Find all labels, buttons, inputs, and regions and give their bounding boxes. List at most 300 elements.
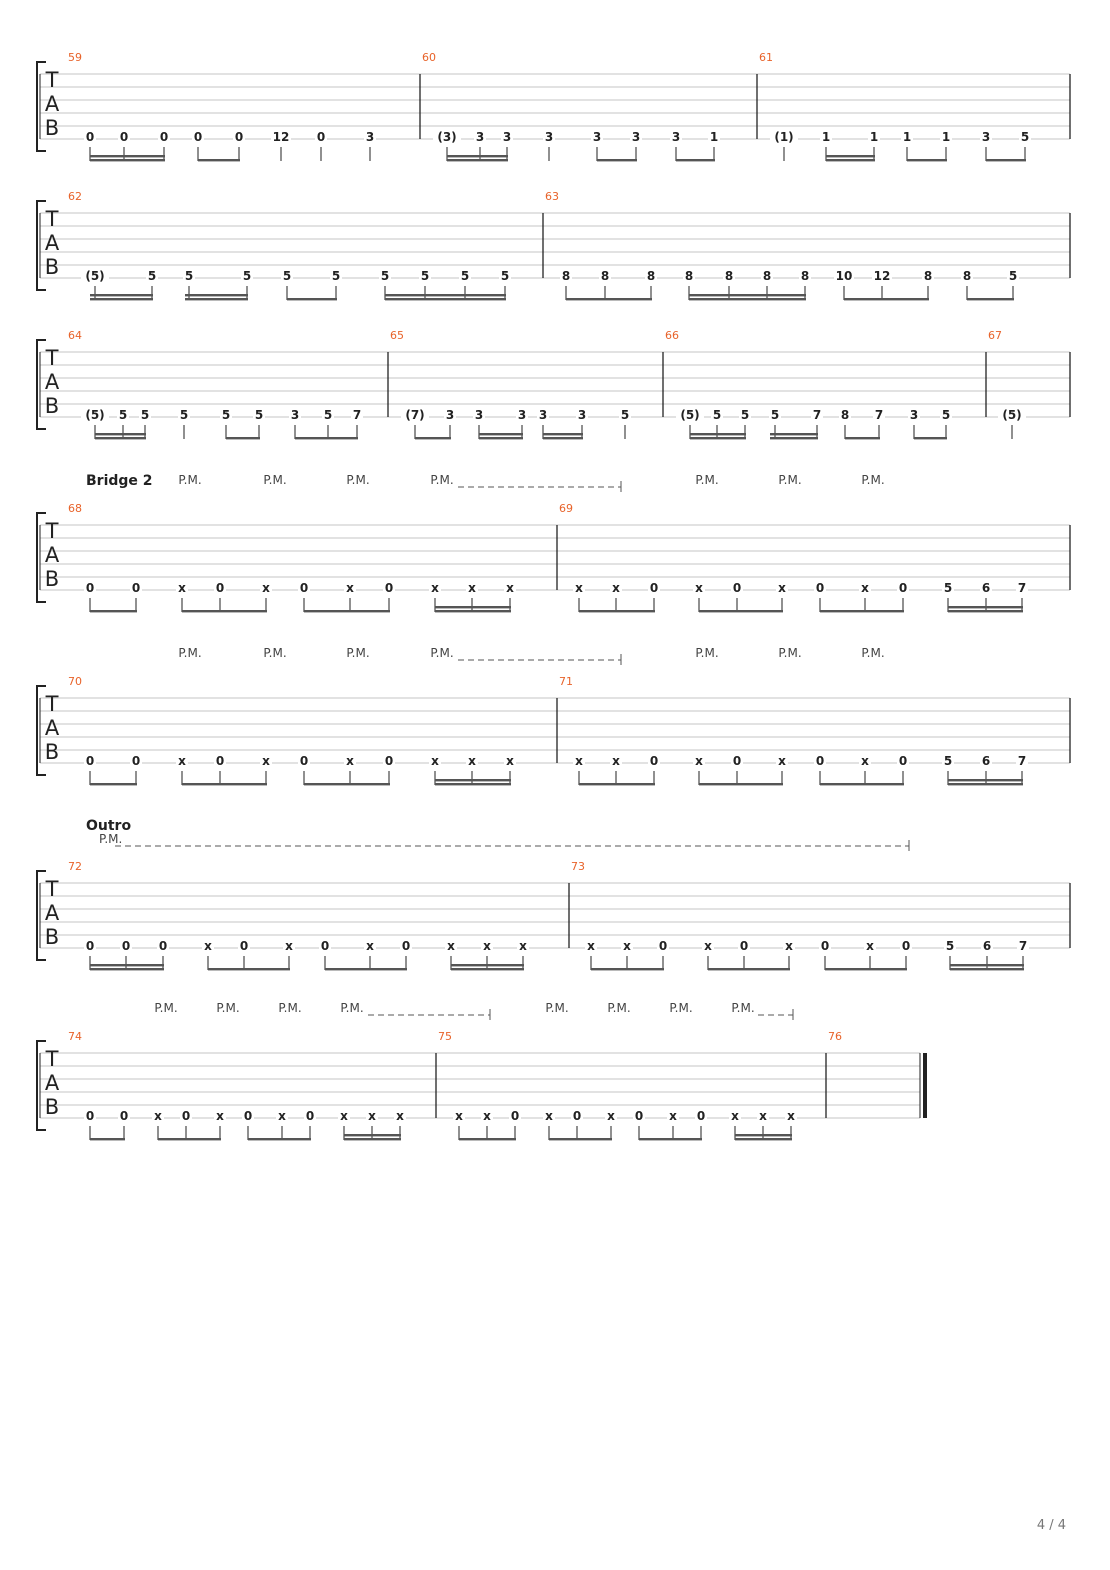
beam [948, 610, 1023, 612]
beam [699, 783, 783, 785]
tab-note: 0 [121, 939, 131, 953]
tab-note: (5) [680, 408, 700, 422]
tab-note: 8 [923, 269, 933, 283]
beam [844, 298, 929, 300]
tab-note: x [778, 581, 786, 595]
tab-note: 0 [898, 581, 908, 595]
measure-number: 70 [68, 675, 82, 688]
tab-note: 7 [812, 408, 822, 422]
tab-note: 3 [592, 130, 602, 144]
tab-note: 0 [739, 939, 749, 953]
tab-note: 5 [184, 269, 194, 283]
tab-note: 5 [1008, 269, 1018, 283]
beam [415, 437, 451, 439]
tab-note: x [778, 754, 786, 768]
beam [90, 159, 165, 161]
beam [304, 610, 390, 612]
tab-note: x [695, 581, 703, 595]
beam [90, 298, 153, 300]
tab-note: 3 [577, 408, 587, 422]
tab-note: 3 [517, 408, 527, 422]
beam [451, 968, 524, 970]
tab-note: 5 [740, 408, 750, 422]
beam [435, 779, 511, 781]
beam [948, 783, 1023, 785]
tab-clef-letter: A [44, 716, 60, 740]
beam [950, 968, 1024, 970]
tab-note: x [612, 754, 620, 768]
tab-note: 0 [119, 1109, 129, 1123]
tab-note: 0 [815, 754, 825, 768]
tab-note: 0 [901, 939, 911, 953]
tab-note: x [483, 939, 491, 953]
tab-note: 0 [243, 1109, 253, 1123]
tab-note: x [669, 1109, 677, 1123]
beam [182, 610, 267, 612]
tab-note: x [787, 1109, 795, 1123]
palm-mute-label: P.M. [861, 646, 885, 660]
tab-note: 0 [181, 1109, 191, 1123]
tab-note: 5 [943, 754, 953, 768]
tab-note: (7) [405, 408, 425, 422]
tab-clef-letter: B [44, 116, 60, 140]
tab-note: 7 [1018, 939, 1028, 953]
tab-note: 0 [299, 754, 309, 768]
beam [689, 298, 806, 300]
section-label: Bridge 2 [86, 473, 153, 489]
tab-clef-letter: T [45, 346, 59, 370]
tab-note: x [468, 581, 476, 595]
tab-note: x [204, 939, 212, 953]
tab-clef-letter: A [44, 92, 60, 116]
tab-note: 1 [869, 130, 879, 144]
tab-note: 5 [941, 408, 951, 422]
beam [95, 437, 146, 439]
tab-note: 3 [544, 130, 554, 144]
tab-note: 0 [158, 939, 168, 953]
tab-note: x [575, 581, 583, 595]
tab-note: (5) [1002, 408, 1022, 422]
tab-clef-letter: A [44, 901, 60, 925]
tab-note: 10 [835, 269, 853, 283]
beam [676, 159, 715, 161]
tab-note: (5) [85, 408, 105, 422]
tab-note: 0 [131, 754, 141, 768]
tab-note: 3 [475, 130, 485, 144]
palm-mute-label: P.M. [263, 473, 287, 487]
tab-note: 0 [820, 939, 830, 953]
palm-mute-label: P.M. [430, 646, 454, 660]
palm-mute-label: P.M. [861, 473, 885, 487]
tab-note: (5) [85, 269, 105, 283]
beam [90, 783, 137, 785]
tab-note: 0 [384, 581, 394, 595]
tab-note: 0 [131, 581, 141, 595]
palm-mute-label: P.M. [340, 1001, 364, 1015]
tab-note: 5 [420, 269, 430, 283]
tab-clef-letter: T [45, 1047, 59, 1071]
tab-note: x [368, 1109, 376, 1123]
beam [820, 783, 904, 785]
beam [95, 433, 146, 435]
beam [182, 783, 267, 785]
palm-mute-label: P.M. [545, 1001, 569, 1015]
tab-note: 0 [215, 581, 225, 595]
measure-number: 73 [571, 860, 585, 873]
beam [986, 159, 1026, 161]
tab-note: x [861, 581, 869, 595]
tab-note: x [278, 1109, 286, 1123]
tab-note: x [575, 754, 583, 768]
tab-note: 1 [902, 130, 912, 144]
tab-note: x [695, 754, 703, 768]
tab-note: 7 [1017, 581, 1027, 595]
tab-clef-letter: A [44, 1071, 60, 1095]
beam [344, 1134, 401, 1136]
tab-note: 6 [981, 581, 991, 595]
tab-note: (3) [437, 130, 457, 144]
beam [295, 437, 358, 439]
beam [435, 783, 511, 785]
beam [90, 155, 165, 157]
palm-mute-label: P.M. [99, 832, 123, 846]
section-label: Outro [86, 818, 132, 834]
tab-note: x [262, 581, 270, 595]
tab-note: x [519, 939, 527, 953]
measure-number: 71 [559, 675, 573, 688]
tab-note: 0 [649, 754, 659, 768]
palm-mute-label: P.M. [778, 646, 802, 660]
tab-note: 5 [323, 408, 333, 422]
tab-clef-letter: A [44, 370, 60, 394]
palm-mute-label: P.M. [178, 473, 202, 487]
measure-number: 69 [559, 502, 573, 515]
tab-note: x [587, 939, 595, 953]
beam [826, 155, 875, 157]
tab-clef-letter: T [45, 692, 59, 716]
beam [158, 1138, 221, 1140]
measure-number: 72 [68, 860, 82, 873]
beam [699, 610, 783, 612]
tab-note: 5 [943, 581, 953, 595]
tab-note: 0 [215, 754, 225, 768]
tab-note: 5 [500, 269, 510, 283]
beam [325, 968, 407, 970]
tab-note: x [346, 581, 354, 595]
tab-note: 7 [874, 408, 884, 422]
beam [689, 294, 806, 296]
tab-note: 8 [646, 269, 656, 283]
tab-clef-letter: B [44, 740, 60, 764]
beam [447, 155, 508, 157]
tab-note: 3 [538, 408, 548, 422]
tab-note: 0 [159, 130, 169, 144]
tab-note: 0 [634, 1109, 644, 1123]
measure-number: 68 [68, 502, 82, 515]
page-number: 4 / 4 [1036, 1518, 1066, 1533]
beam [948, 606, 1023, 608]
tab-note: 0 [384, 754, 394, 768]
tab-note: 0 [85, 130, 95, 144]
tab-note: 0 [572, 1109, 582, 1123]
tab-note: x [396, 1109, 404, 1123]
tab-note: 3 [631, 130, 641, 144]
tab-note: x [468, 754, 476, 768]
tab-note: x [346, 754, 354, 768]
tab-note: x [759, 1109, 767, 1123]
tab-note: x [785, 939, 793, 953]
palm-mute-label: P.M. [278, 1001, 302, 1015]
tab-note: 8 [600, 269, 610, 283]
tab-note: x [178, 581, 186, 595]
tab-clef-letter: A [44, 543, 60, 567]
palm-mute-label: P.M. [695, 646, 719, 660]
beam [459, 1138, 516, 1140]
palm-mute-label: P.M. [178, 646, 202, 660]
beam [543, 433, 583, 435]
measure-number: 67 [988, 329, 1002, 342]
tab-note: 7 [1017, 754, 1027, 768]
beam [735, 1134, 792, 1136]
tab-note: 8 [762, 269, 772, 283]
measure-number: 60 [422, 51, 436, 64]
tab-note: x [506, 581, 514, 595]
measure-number: 63 [545, 190, 559, 203]
tab-note: x [861, 754, 869, 768]
beam [185, 294, 248, 296]
beam [735, 1138, 792, 1140]
tab-note: x [178, 754, 186, 768]
tab-note: x [607, 1109, 615, 1123]
measure-number: 61 [759, 51, 773, 64]
tab-note: 0 [401, 939, 411, 953]
tab-note: 0 [510, 1109, 520, 1123]
tab-note: 5 [945, 939, 955, 953]
beam [708, 968, 790, 970]
tab-note: 12 [873, 269, 891, 283]
tab-note: 6 [982, 939, 992, 953]
beam [385, 294, 506, 296]
beam [639, 1138, 702, 1140]
beam [914, 437, 947, 439]
measure-number: 66 [665, 329, 679, 342]
palm-mute-label: P.M. [695, 473, 719, 487]
tab-note: x [431, 754, 439, 768]
tab-note: 0 [85, 1109, 95, 1123]
tab-note: x [154, 1109, 162, 1123]
tab-note: 5 [1020, 130, 1030, 144]
tab-note: 5 [712, 408, 722, 422]
tab-note: 1 [941, 130, 951, 144]
beam [479, 437, 523, 439]
tab-note: x [447, 939, 455, 953]
beam [451, 964, 524, 966]
tab-note: 0 [658, 939, 668, 953]
tab-note: x [704, 939, 712, 953]
beam [690, 433, 746, 435]
tab-note: 3 [474, 408, 484, 422]
beam [566, 298, 652, 300]
beam [826, 159, 875, 161]
beam [185, 298, 248, 300]
tab-note: 5 [282, 269, 292, 283]
tab-note: x [285, 939, 293, 953]
tab-note: 0 [193, 130, 203, 144]
tab-note: x [623, 939, 631, 953]
tab-note: 0 [299, 581, 309, 595]
tab-note: 3 [445, 408, 455, 422]
beam [447, 159, 508, 161]
beam [579, 783, 655, 785]
tab-note: 0 [305, 1109, 315, 1123]
beam [907, 159, 947, 161]
tab-note: 5 [254, 408, 264, 422]
beam [770, 433, 818, 435]
beam [820, 610, 904, 612]
tab-note: 1 [821, 130, 831, 144]
tab-note: 5 [140, 408, 150, 422]
tab-note: x [612, 581, 620, 595]
tab-note: 5 [331, 269, 341, 283]
tab-note: 0 [815, 581, 825, 595]
palm-mute-label: P.M. [607, 1001, 631, 1015]
tab-clef-letter: T [45, 68, 59, 92]
palm-mute-label: P.M. [346, 473, 370, 487]
tab-note: 5 [620, 408, 630, 422]
tab-note: 0 [320, 939, 330, 953]
tab-note: 0 [234, 130, 244, 144]
beam [435, 606, 511, 608]
tab-note: 8 [840, 408, 850, 422]
tab-note: 3 [365, 130, 375, 144]
beam [90, 968, 164, 970]
tab-note: 8 [800, 269, 810, 283]
tab-note: 0 [85, 939, 95, 953]
tab-note: x [431, 581, 439, 595]
tab-note: 3 [981, 130, 991, 144]
beam [579, 610, 655, 612]
tab-note: 5 [242, 269, 252, 283]
palm-mute-label: P.M. [731, 1001, 755, 1015]
tab-note: 0 [898, 754, 908, 768]
tab-note: (1) [774, 130, 794, 144]
tab-note: 1 [709, 130, 719, 144]
beam [770, 437, 818, 439]
beam [385, 298, 506, 300]
tab-clef-letter: B [44, 1095, 60, 1119]
tab-note: 8 [724, 269, 734, 283]
measure-number: 62 [68, 190, 82, 203]
tab-clef-letter: B [44, 394, 60, 418]
beam [208, 968, 290, 970]
tab-note: 0 [85, 754, 95, 768]
tab-note: 8 [962, 269, 972, 283]
beam [825, 968, 907, 970]
palm-mute-label: P.M. [154, 1001, 178, 1015]
tab-note: 8 [561, 269, 571, 283]
tab-note: x [366, 939, 374, 953]
palm-mute-label: P.M. [430, 473, 454, 487]
tab-note: 0 [316, 130, 326, 144]
beam [90, 1138, 125, 1140]
tab-note: 5 [179, 408, 189, 422]
beam [543, 437, 583, 439]
tab-note: 0 [119, 130, 129, 144]
tab-clef-letter: T [45, 207, 59, 231]
tab-note: x [262, 754, 270, 768]
palm-mute-label: P.M. [263, 646, 287, 660]
tab-note: 12 [272, 130, 290, 144]
beam [90, 610, 137, 612]
tab-note: 0 [85, 581, 95, 595]
tab-note: x [545, 1109, 553, 1123]
palm-mute-label: P.M. [216, 1001, 240, 1015]
beam [597, 159, 637, 161]
beam [248, 1138, 311, 1140]
tab-note: 5 [221, 408, 231, 422]
tab-note: 0 [696, 1109, 706, 1123]
tab-note: 5 [460, 269, 470, 283]
measure-number: 75 [438, 1030, 452, 1043]
beam [90, 294, 153, 296]
tab-note: 8 [684, 269, 694, 283]
beam [845, 437, 880, 439]
beam [304, 783, 390, 785]
beam [287, 298, 337, 300]
tab-clef-letter: T [45, 877, 59, 901]
tab-note: 3 [290, 408, 300, 422]
tab-note: 5 [770, 408, 780, 422]
measure-number: 64 [68, 329, 82, 342]
tab-clef-letter: T [45, 519, 59, 543]
tab-note: 3 [671, 130, 681, 144]
beam [198, 159, 240, 161]
tab-note: 5 [147, 269, 157, 283]
beam [435, 610, 511, 612]
tab-clef-letter: B [44, 567, 60, 591]
tab-note: x [483, 1109, 491, 1123]
beam [479, 433, 523, 435]
tab-note: x [731, 1109, 739, 1123]
beam [967, 298, 1014, 300]
measure-number: 65 [390, 329, 404, 342]
measure-number: 74 [68, 1030, 82, 1043]
beam [549, 1138, 612, 1140]
beam [344, 1138, 401, 1140]
tab-note: x [340, 1109, 348, 1123]
tab-note: 3 [502, 130, 512, 144]
beam [226, 437, 260, 439]
tab-note: 6 [981, 754, 991, 768]
tab-clef-letter: A [44, 231, 60, 255]
tab-note: x [455, 1109, 463, 1123]
tab-note: x [216, 1109, 224, 1123]
beam [591, 968, 664, 970]
tab-note: 7 [352, 408, 362, 422]
beam [690, 437, 746, 439]
palm-mute-label: P.M. [669, 1001, 693, 1015]
beam [90, 964, 164, 966]
measure-number: 76 [828, 1030, 842, 1043]
tab-note: 0 [732, 754, 742, 768]
tab-clef-letter: B [44, 255, 60, 279]
beam [948, 779, 1023, 781]
tab-note: 0 [649, 581, 659, 595]
measure-number: 59 [68, 51, 82, 64]
palm-mute-label: P.M. [346, 646, 370, 660]
tab-note: 5 [118, 408, 128, 422]
tab-note: 0 [239, 939, 249, 953]
